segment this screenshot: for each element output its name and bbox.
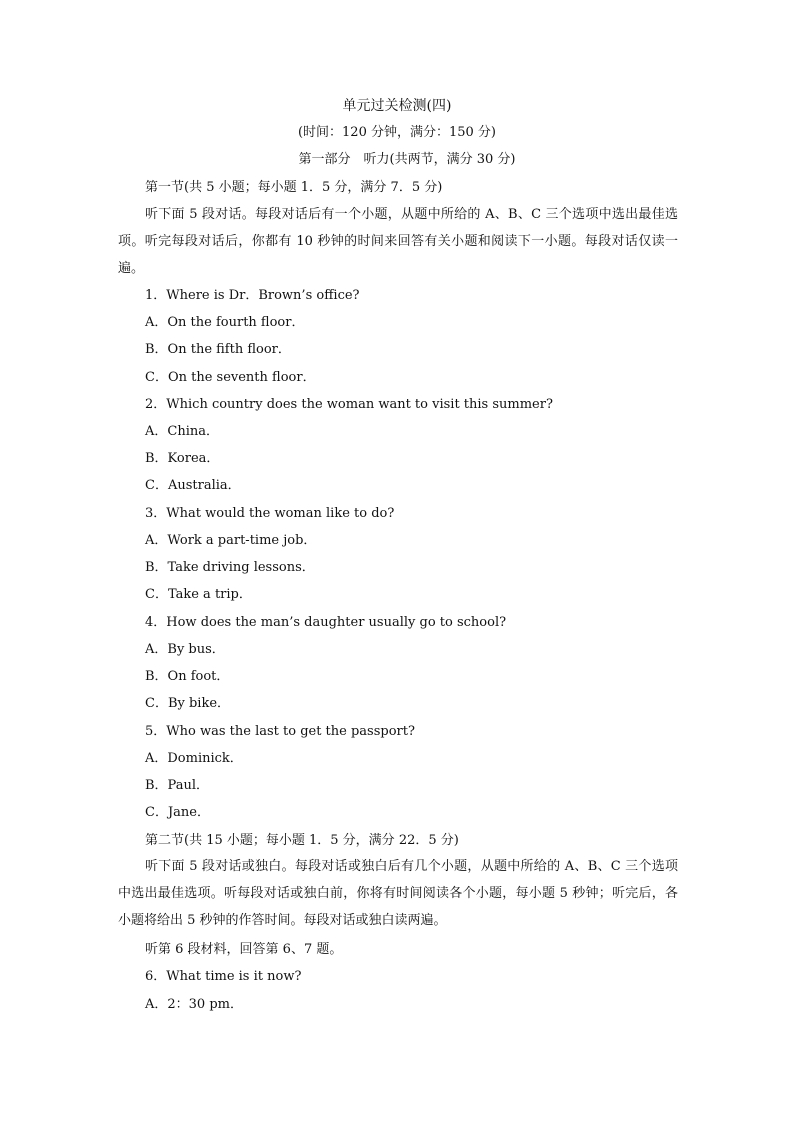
question-4-option-c: C．By bike． bbox=[145, 696, 231, 711]
part1-heading: 第一部分 听力(共两节，满分 30 分) bbox=[298, 152, 516, 167]
section2-heading: 第二节(共 15 小题；每小题 1．5 分，满分 22．5 分) bbox=[145, 833, 459, 848]
question-6: 6．What time is it now? bbox=[145, 969, 302, 984]
question-5-option-c: C．Jane． bbox=[145, 805, 210, 820]
question-5-option-a: A．Dominick． bbox=[145, 751, 243, 766]
question-2-option-c: C．Australia． bbox=[145, 478, 241, 493]
question-1-option-b: B．On the fifth floor． bbox=[145, 342, 291, 357]
question-2: 2．Which country does the woman want to visit this summer? bbox=[145, 397, 553, 412]
question-4-option-a: A．By bus． bbox=[145, 642, 225, 657]
page-title: 单元过关检测(四) bbox=[342, 98, 452, 114]
question-1-option-a: A．On the fourth floor． bbox=[145, 315, 305, 330]
exam-time-score: (时间：120 分钟，满分：150 分) bbox=[297, 125, 497, 140]
section1-heading: 第一节(共 5 小题；每小题 1．5 分，满分 7．5 分) bbox=[145, 180, 443, 195]
question-2-option-a: A．China． bbox=[145, 424, 219, 439]
question-4-option-b: B．On foot． bbox=[145, 669, 230, 684]
material-note: 听第 6 段材料，回答第 6、7 题。 bbox=[145, 942, 343, 957]
question-4: 4．How does the man’s daughter usually go to school? bbox=[145, 615, 507, 630]
question-3-option-c: C．Take a trip． bbox=[145, 587, 252, 602]
question-1-option-c: C．On the seventh floor． bbox=[145, 370, 316, 385]
question-2-option-b: B．Korea． bbox=[145, 451, 220, 466]
question-3-option-b: B．Take driving lessons． bbox=[145, 560, 315, 575]
question-3: 3．What would the woman like to do? bbox=[145, 506, 395, 521]
section2-instructions: 听下面 5 段对话或独白。每段对话或独白后有几个小题，从题中所给的 A、B、C 三个选项中选出最佳选项。听每段对话或独白前，你将有时间阅读各个小题，每小题 5 秒钟；听完后，各小题将给出 5 秒钟的作答时间。每段对话或独白读两遍。 bbox=[118, 859, 678, 929]
question-5-option-b: B．Paul． bbox=[145, 778, 209, 793]
question-5: 5．Who was the last to get the passport? bbox=[145, 724, 415, 739]
section1-instructions: 听下面 5 段对话。每段对话后有一个小题，从题中所给的 A、B、C 三个选项中选出最佳选项。听完每段对话后，你都有 10 秒钟的时间来回答有关小题和阅读下一小题。每段对话仅读一遍。 bbox=[118, 207, 678, 277]
question-3-option-a: A．Work a part-time job． bbox=[145, 533, 317, 548]
question-6-option-a: A．2：30 pm． bbox=[145, 997, 243, 1012]
question-1: 1．Where is Dr．Brown’s office? bbox=[145, 288, 360, 303]
